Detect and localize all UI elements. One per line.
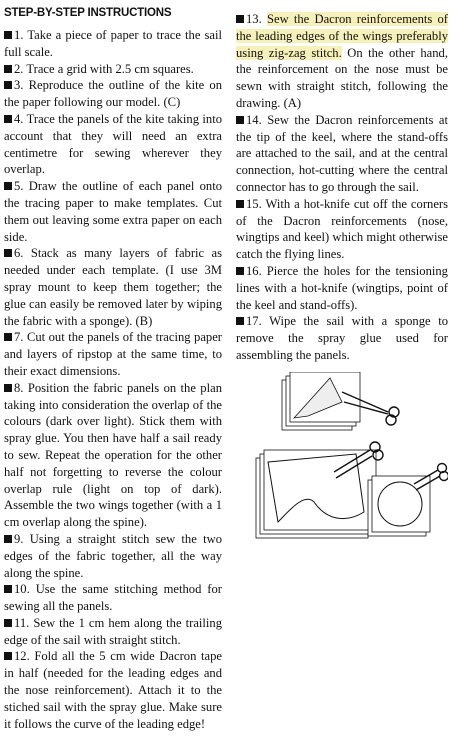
step-text: Wipe the sail with a sponge to remove the spray glue used for assembling the panels.	[236, 314, 448, 362]
step-text: Take a piece of paper to trace the sail full scale.	[4, 28, 222, 59]
step-text: Using a straight stitch sew the two edges of the fabric together, all the way along the spine.	[4, 531, 222, 580]
step-text: Stack as many layers of fabric as needed under each template. (I use 3M spray mount to keep them together; the glue can easily be removed later by wiping the fabric with a sponge). (B)	[4, 246, 222, 328]
step-item	[4, 329, 222, 379]
step-number: 8.	[14, 380, 24, 395]
step-text: Draw the outline of each panel onto the tracing paper to make templates. Cut them out leaving some extra paper on each side.	[4, 179, 222, 244]
step-number: 7.	[14, 330, 24, 345]
bullet-square-icon	[4, 619, 12, 627]
step-text: Sew the Dacron reinforcements at the tip of the keel, where the stand-offs are attached to the sail, and at the central connection, hot-cutting where the central connector has to go through the sail.	[236, 112, 448, 194]
bullet-square-icon	[4, 249, 12, 257]
bullet-square-icon	[4, 652, 12, 660]
bullet-square-icon	[4, 384, 12, 392]
step-highlighted-text: Sew the Dacron reinforcements of the leading edges of the wings preferably using zig-zag stitch.	[236, 12, 448, 60]
step-item	[4, 27, 222, 61]
large-fabric-stack	[256, 450, 376, 538]
step-number: 15.	[246, 196, 262, 211]
step-number: 3.	[14, 78, 24, 93]
step-text: Cut out the panels of the tracing paper and layers of ripstop at the same time, to their exact dimensions.	[4, 330, 222, 378]
bullet-square-icon	[4, 115, 12, 123]
step-number: 2.	[14, 61, 24, 76]
round-fabric-stack	[368, 476, 430, 536]
step-text: On the other hand, the reinforcement on the nose must be sewn with straight stitch, following the drawing. (A)	[236, 45, 448, 110]
step-item	[236, 313, 448, 363]
step-item	[4, 178, 222, 245]
step-number: 6.	[14, 246, 24, 261]
stacked-fabric-diagram	[238, 372, 448, 542]
step-text: Trace a grid with 2.5 cm squares.	[26, 61, 194, 76]
step-item	[4, 61, 222, 78]
step-number: 11.	[14, 615, 30, 630]
step-item	[4, 531, 222, 581]
step-text: Pierce the holes for the tensioning lines with a hot-knife (wingtips, point of the keel and stand-offs).	[236, 263, 448, 312]
step-number: 16.	[246, 263, 262, 278]
bullet-square-icon	[4, 81, 12, 89]
bullet-square-icon	[4, 31, 12, 39]
step-number: 1.	[14, 28, 24, 42]
step-item	[4, 648, 222, 732]
right-column	[236, 0, 448, 364]
step-item	[4, 111, 222, 178]
step-number: 4.	[14, 111, 24, 126]
step-item	[4, 615, 222, 649]
step-item	[4, 245, 222, 329]
bullet-square-icon	[236, 267, 244, 275]
left-steps-list	[4, 27, 222, 732]
bullet-square-icon	[4, 535, 12, 543]
section-title: STEP-BY-STEP INSTRUCTIONS	[4, 7, 172, 19]
step-number: 14.	[246, 112, 262, 127]
step-number: 12.	[14, 649, 30, 664]
step-item	[4, 77, 222, 111]
step-number: 5.	[14, 179, 24, 194]
step-item	[236, 263, 448, 313]
step-text: Sew the 1 cm hem along the trailing edge of the sail with straight stitch.	[4, 615, 223, 647]
step-number: 17.	[246, 314, 262, 329]
step-item	[4, 581, 222, 615]
bullet-square-icon	[236, 317, 244, 325]
left-column	[4, 0, 222, 732]
step-text: Use the same stitching method for sewing all the panels.	[4, 582, 222, 614]
step-text: With a hot-knife cut off the corners of the Dacron reinforcements (nose, wingtips and keel) which might otherwise catch the flying lines.	[236, 196, 448, 262]
right-steps-list	[236, 11, 448, 364]
bullet-square-icon	[236, 200, 244, 208]
step-number: 9.	[14, 531, 24, 546]
step-item	[236, 11, 448, 112]
bullet-square-icon	[4, 182, 12, 190]
bullet-square-icon	[4, 65, 12, 73]
step-item	[236, 196, 448, 263]
step-text: Trace the panels of the kite taking into account that they will need an extra centimetre for sewing wherever they overlap.	[4, 111, 222, 177]
step-text: Fold all the 5 cm wide Dacron tape in half (needed for the leading edges and the nose reinforcement). Attach it to the stiched sail with the spray glue. Make sure it follows the curve of the leading edge!	[4, 649, 222, 731]
bullet-square-icon	[4, 585, 12, 593]
bullet-square-icon	[236, 15, 244, 23]
step-text: Position the fabric panels on the plan taking into consideration the overlap of the colours (dark over light). Stick them with spray glue. You then have half a sail ready to sew. Repeat the operation for the other half not forgetting to reverse the colour overlap rule (light on top of dark). Assemble the two wings together (with a 1 cm overlap along the spine).	[4, 380, 222, 530]
small-fabric-stack	[282, 372, 360, 430]
step-number: 13.	[246, 12, 262, 26]
step-item	[4, 380, 222, 531]
step-text: Reproduce the outline of the kite on the paper following our model. (C)	[4, 78, 222, 110]
bullet-square-icon	[236, 116, 244, 124]
step-item	[236, 112, 448, 196]
step-number: 10.	[14, 582, 30, 597]
bullet-square-icon	[4, 333, 12, 341]
